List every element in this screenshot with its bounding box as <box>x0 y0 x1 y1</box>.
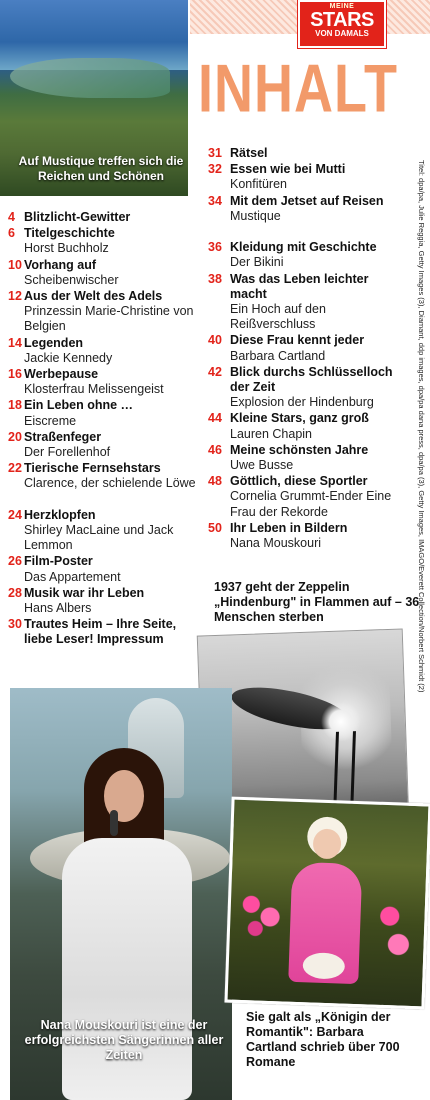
toc-entry-title: Blitzlicht-Gewitter <box>24 210 131 224</box>
toc-entry-title: Tierische Fernsehstars <box>24 461 161 476</box>
toc-entry[interactable] <box>8 461 200 491</box>
toc-entry[interactable] <box>208 411 408 441</box>
toc-entry-subtitle: Horst Buchholz <box>24 241 109 256</box>
face <box>313 828 342 859</box>
toc-page-number: 30 <box>8 617 22 632</box>
microphone-icon <box>110 810 118 836</box>
cartland-caption: Sie galt als „Königin der Romantik": Barbara Cartland schrieb über 700 Romane <box>246 1010 400 1069</box>
toc-entry-title: Mit dem Jetset auf Reisen <box>230 193 384 208</box>
toc-entry[interactable] <box>8 430 200 460</box>
zeppelin-caption: 1937 geht der Zeppelin „Hindenburg" in Flammen auf – 36 Menschen sterben <box>214 580 420 624</box>
toc-entry[interactable] <box>8 210 200 225</box>
toc-entry[interactable] <box>8 258 200 288</box>
toc-entry-title: Musik war ihr Leben <box>24 585 145 600</box>
toc-entry-title: Meine schönsten Jahre <box>230 442 369 457</box>
toc-entry[interactable] <box>8 554 200 584</box>
toc-entry-subtitle: Der Forellenhof <box>24 445 111 459</box>
toc-page-number: 28 <box>8 585 22 600</box>
toc-page-number: 6 <box>8 226 15 241</box>
mustique-caption: Auf Mustique treffen sich die Reichen und Schönen <box>18 154 184 183</box>
toc-page-number: 26 <box>8 554 22 569</box>
toc-entry[interactable] <box>8 617 200 647</box>
toc-right-column <box>208 146 408 576</box>
toc-entry-subtitle: Der Bikini <box>230 255 284 270</box>
toc-page-number: 50 <box>208 520 222 535</box>
toc-entry-title: Aus der Welt des Adels <box>24 289 163 303</box>
toc-page-number: 34 <box>208 193 222 208</box>
toc-entry[interactable] <box>8 398 200 428</box>
toc-entry-subtitle: Hans Albers <box>24 601 92 615</box>
toc-entry[interactable] <box>8 226 200 256</box>
toc-page-number: 24 <box>8 507 22 522</box>
flowers-left <box>236 880 286 942</box>
toc-entry-title: Vorhang auf <box>24 257 96 272</box>
toc-entry-subtitle: Nana Mouskouri <box>230 536 322 550</box>
logo-small-text: MEINE <box>329 3 355 10</box>
toc-entry-subtitle: Jackie Kennedy <box>24 350 113 365</box>
toc-page-number: 18 <box>8 398 22 413</box>
island-shore <box>10 58 170 98</box>
toc-entry[interactable] <box>208 272 408 333</box>
toc-entry-title: Ein Leben ohne … <box>24 398 134 413</box>
toc-page-number: 46 <box>208 442 222 457</box>
toc-entry-subtitle: Ein Hoch auf den Reißverschluss <box>230 302 326 332</box>
barbara-cartland-photo <box>224 797 430 1010</box>
toc-entry-title: Trautes Heim – Ihre Seite, liebe Leser! Impressum <box>24 617 177 647</box>
toc-entry-title: Film-Poster <box>24 554 93 569</box>
toc-entry-subtitle: Konfitüren <box>230 177 287 192</box>
toc-entry-title: Was das Leben leichter macht <box>230 271 369 301</box>
toc-entry[interactable] <box>8 508 200 554</box>
toc-page-number: 44 <box>208 411 222 426</box>
toc-page-number: 14 <box>8 335 22 350</box>
toc-entry[interactable] <box>208 194 408 224</box>
toc-entry-subtitle: Lauren Chapin <box>230 426 313 441</box>
toc-entry[interactable] <box>8 586 200 616</box>
toc-page-number: 38 <box>208 271 222 286</box>
toc-entry[interactable] <box>208 240 408 270</box>
toc-page-number: 48 <box>208 474 222 489</box>
toc-entry[interactable] <box>208 146 408 161</box>
toc-entry[interactable] <box>8 367 200 397</box>
toc-entry-subtitle: Cornelia Grummt-Ender Eine Frau der Rekorde <box>230 489 392 519</box>
toc-entry[interactable] <box>208 521 408 551</box>
toc-entry[interactable] <box>8 289 200 335</box>
toc-left-column <box>8 210 200 660</box>
toc-entry-title: Göttlich, diese Sportler <box>230 474 368 489</box>
toc-entry[interactable] <box>8 336 200 366</box>
toc-entry-title: Diese Frau kennt jeder <box>230 333 365 348</box>
toc-entry-title: Legenden <box>24 335 84 350</box>
singer-caption: Nana Mouskouri ist eine der erfolgreichsten Sängerinnen aller Zeiten <box>24 1018 224 1062</box>
toc-entry-title: Blick durchs Schlüsselloch der Zeit <box>230 364 393 394</box>
logo-sub-text: VON DAMALS <box>315 29 369 38</box>
logo-main-text: STARS <box>310 9 374 31</box>
toc-page-number: 20 <box>8 429 22 444</box>
toc-page-number: 40 <box>208 333 222 348</box>
toc-entry-subtitle: Scheibenwischer <box>24 272 119 287</box>
toc-entry-subtitle: Das Appartement <box>24 569 121 584</box>
toc-entry-title: Rätsel <box>230 146 268 160</box>
toc-entry-title: Straßenfeger <box>24 429 102 444</box>
toc-entry[interactable] <box>208 474 408 520</box>
toc-entry-title: Titelgeschichte <box>24 226 115 241</box>
flowers-right <box>369 895 419 967</box>
toc-entry-subtitle: Klosterfrau Melissengeist <box>24 382 164 397</box>
toc-page-number: 16 <box>8 367 22 381</box>
toc-entry[interactable] <box>208 333 408 363</box>
magazine-logo <box>298 0 386 48</box>
toc-page-number: 12 <box>8 289 22 303</box>
page-title: INHALT <box>198 51 398 127</box>
toc-entry-subtitle: Explosion der Hindenburg <box>230 395 374 410</box>
toc-entry-subtitle: Uwe Busse <box>230 458 294 472</box>
toc-entry-subtitle: Mustique <box>230 208 281 223</box>
toc-entry-title: Kleine Stars, ganz groß <box>230 411 369 426</box>
toc-entry-subtitle: Shirley MacLaine und Jack Lemmon <box>24 523 174 553</box>
photo-credits: Titel: dpa/pa, Julie Reggia, Getty Images (3), Diamant, ddp images, dpa/pa dana press, dpa/pa (3), Getty Images, IMAGO/Everett Collection/Norbert Schmidt (2) <box>417 160 426 693</box>
toc-entry-title: Kleidung mit Geschichte <box>230 240 377 255</box>
toc-page-number: 22 <box>8 461 22 476</box>
toc-entry-subtitle: Clarence, der schielende Löwe <box>24 476 196 491</box>
toc-entry-subtitle: Prinzessin Marie-Christine von Belgien <box>24 304 194 334</box>
toc-entry-subtitle: Eiscreme <box>24 413 77 428</box>
toc-page-number: 4 <box>8 210 15 224</box>
toc-entry-title: Ihr Leben in Bildern <box>230 520 348 535</box>
toc-page-number: 36 <box>208 240 222 255</box>
toc-entry-subtitle: Barbara Cartland <box>230 348 326 363</box>
toc-entry-title: Herzklopfen <box>24 507 96 522</box>
toc-page-number: 32 <box>208 162 222 177</box>
toc-entry[interactable] <box>208 443 408 473</box>
toc-page-number: 31 <box>208 146 222 160</box>
toc-page-number: 42 <box>208 364 222 379</box>
toc-page-number: 10 <box>8 257 22 272</box>
toc-entry-title: Werbepause <box>24 367 99 381</box>
toc-entry[interactable] <box>208 365 408 411</box>
toc-entry[interactable] <box>208 162 408 192</box>
toc-entry-title: Essen wie bei Mutti <box>230 162 346 177</box>
